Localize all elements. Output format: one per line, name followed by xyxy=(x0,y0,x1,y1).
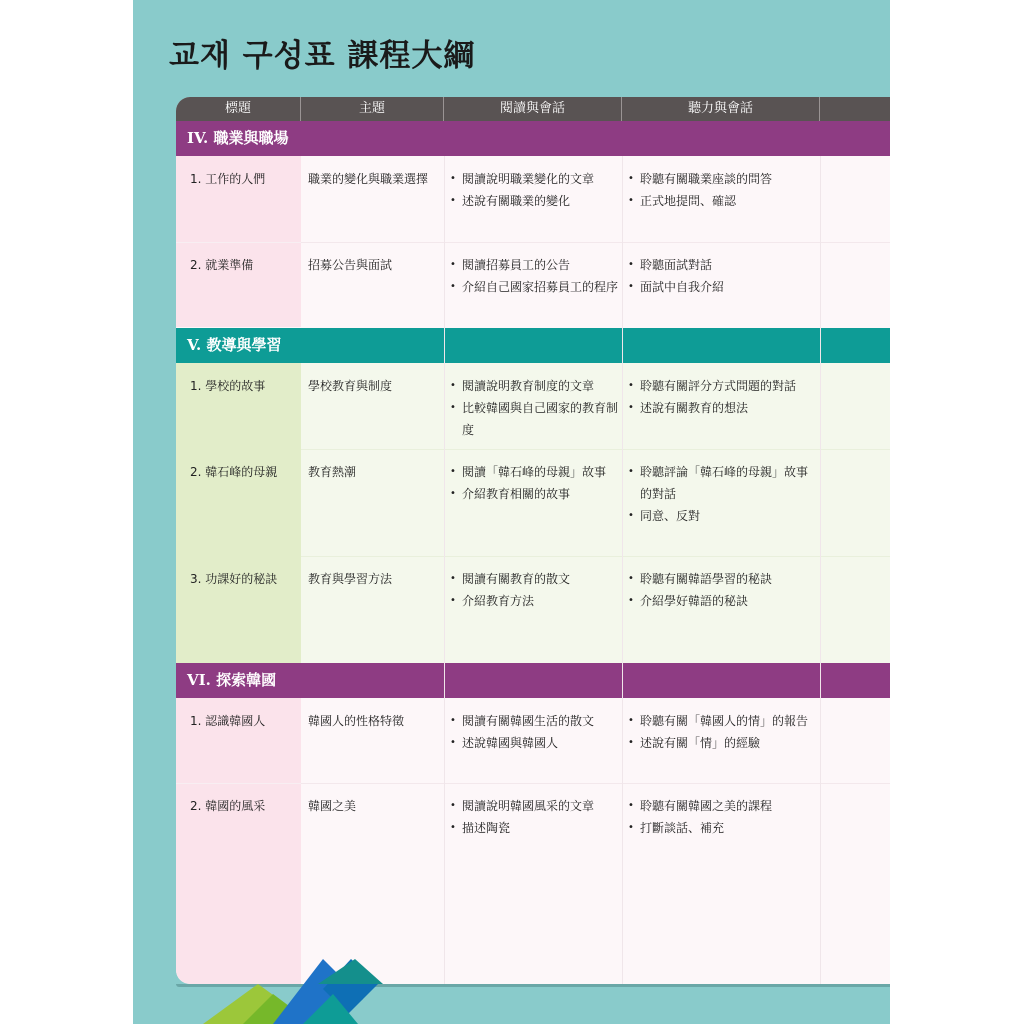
listening-list xyxy=(628,783,818,839)
row-topic: 學校教育與制度 xyxy=(308,379,393,393)
table-row xyxy=(176,556,890,663)
list-item: • 聆聽有關韓國之美的課程 xyxy=(628,795,818,817)
row-title: 2. 就業準備 xyxy=(190,258,254,272)
list-item: • 正式地提問、確認 xyxy=(628,190,818,212)
page xyxy=(133,0,890,1024)
list-item: • 述說有關教育的想法 xyxy=(628,397,818,419)
column-divider xyxy=(444,156,445,984)
list-item: • 介紹教育方法 xyxy=(450,590,622,612)
listening-list xyxy=(628,156,818,212)
list-item: • 述說韓國與韓國人 xyxy=(450,732,622,754)
list-item: • 閱讀有關韓國生活的散文 xyxy=(450,710,622,732)
row-title: 1. 認識韓國人 xyxy=(190,714,266,728)
list-item: • 閱讀說明教育制度的文章 xyxy=(450,375,622,397)
list-item: • 描述陶瓷 xyxy=(450,817,622,839)
listening-list xyxy=(628,556,818,612)
list-item: • 閱讀「韓石峰的母親」故事 xyxy=(450,461,622,483)
list-item: • 聆聽有關評分方式問題的對話 xyxy=(628,375,818,397)
list-item: • 打斷談話、補充 xyxy=(628,817,818,839)
syllabus-table xyxy=(176,97,890,984)
page-title: 교재 구성표 課程大綱 xyxy=(169,38,476,74)
list-item: • 述說有關職業的變化 xyxy=(450,190,622,212)
listening-list xyxy=(628,698,818,754)
list-item: • 聆聽評論「韓石峰的母親」故事的對話 xyxy=(628,461,815,505)
table-row xyxy=(176,449,890,556)
list-item: • 閱讀招募員工的公告 xyxy=(450,254,622,276)
table-row xyxy=(176,242,890,327)
table-header xyxy=(176,97,890,121)
table-row xyxy=(176,363,890,449)
list-item: • 介紹教育相關的故事 xyxy=(450,483,622,505)
row-topic: 韓國人的性格特徵 xyxy=(308,714,405,728)
list-item: • 聆聽有關韓語學習的秘訣 xyxy=(628,568,818,590)
row-title: 2. 韓國的風采 xyxy=(190,799,266,813)
row-title: 1. 學校的故事 xyxy=(190,379,266,393)
row-topic: 職業的變化與職業選擇 xyxy=(308,172,429,186)
row-topic: 韓國之美 xyxy=(308,799,357,813)
listening-list xyxy=(628,242,818,298)
header-listening: 聽力與會話 xyxy=(622,97,820,121)
reading-list xyxy=(450,449,622,505)
table-row xyxy=(176,698,890,784)
listening-list xyxy=(628,449,818,527)
row-title: 2. 韓石峰的母親 xyxy=(190,465,278,479)
header-topic: 主題 xyxy=(301,97,444,121)
row-topic: 教育與學習方法 xyxy=(308,572,393,586)
list-item: • 比較韓國與自己國家的教育制度 xyxy=(450,397,622,441)
row-title: 1. 工作的人們 xyxy=(190,172,266,186)
decorative-shapes xyxy=(173,954,433,1024)
reading-list xyxy=(450,156,622,212)
column-divider xyxy=(820,156,821,984)
list-item: • 閱讀說明韓國風采的文章 xyxy=(450,795,622,817)
list-item: • 述說有關「情」的經驗 xyxy=(628,732,818,754)
unit-heading: VI. 探索韓國 xyxy=(176,663,890,698)
list-item: • 介紹學好韓語的秘訣 xyxy=(628,590,818,612)
header-title: 標題 xyxy=(176,97,301,121)
listening-list xyxy=(628,363,818,419)
reading-list xyxy=(450,783,622,839)
list-item: • 聆聽面試對話 xyxy=(628,254,818,276)
list-item: • 聆聽有關「韓國人的情」的報告 xyxy=(628,710,818,732)
column-divider xyxy=(622,156,623,984)
reading-list xyxy=(450,556,622,612)
list-item: • 聆聽有關職業座談的問答 xyxy=(628,168,818,190)
list-item: • 同意、反對 xyxy=(628,505,818,527)
unit-heading: IV. 職業與職場 xyxy=(176,121,890,156)
list-item: • 閱讀有關教育的散文 xyxy=(450,568,622,590)
list-item: • 面試中自我介紹 xyxy=(628,276,818,298)
row-topic: 教育熱潮 xyxy=(308,465,357,479)
reading-list xyxy=(450,242,622,298)
unit-heading: V. 教導與學習 xyxy=(176,328,890,363)
reading-list xyxy=(450,363,622,441)
list-item: • 閱讀說明職業變化的文章 xyxy=(450,168,622,190)
header-reading: 閱讀與會話 xyxy=(444,97,622,121)
list-item: • 介紹自己國家招募員工的程序 xyxy=(450,276,622,298)
reading-list xyxy=(450,698,622,754)
table-row xyxy=(176,156,890,242)
row-topic: 招募公告與面試 xyxy=(308,258,393,272)
row-title: 3. 功課好的秘訣 xyxy=(190,572,278,586)
